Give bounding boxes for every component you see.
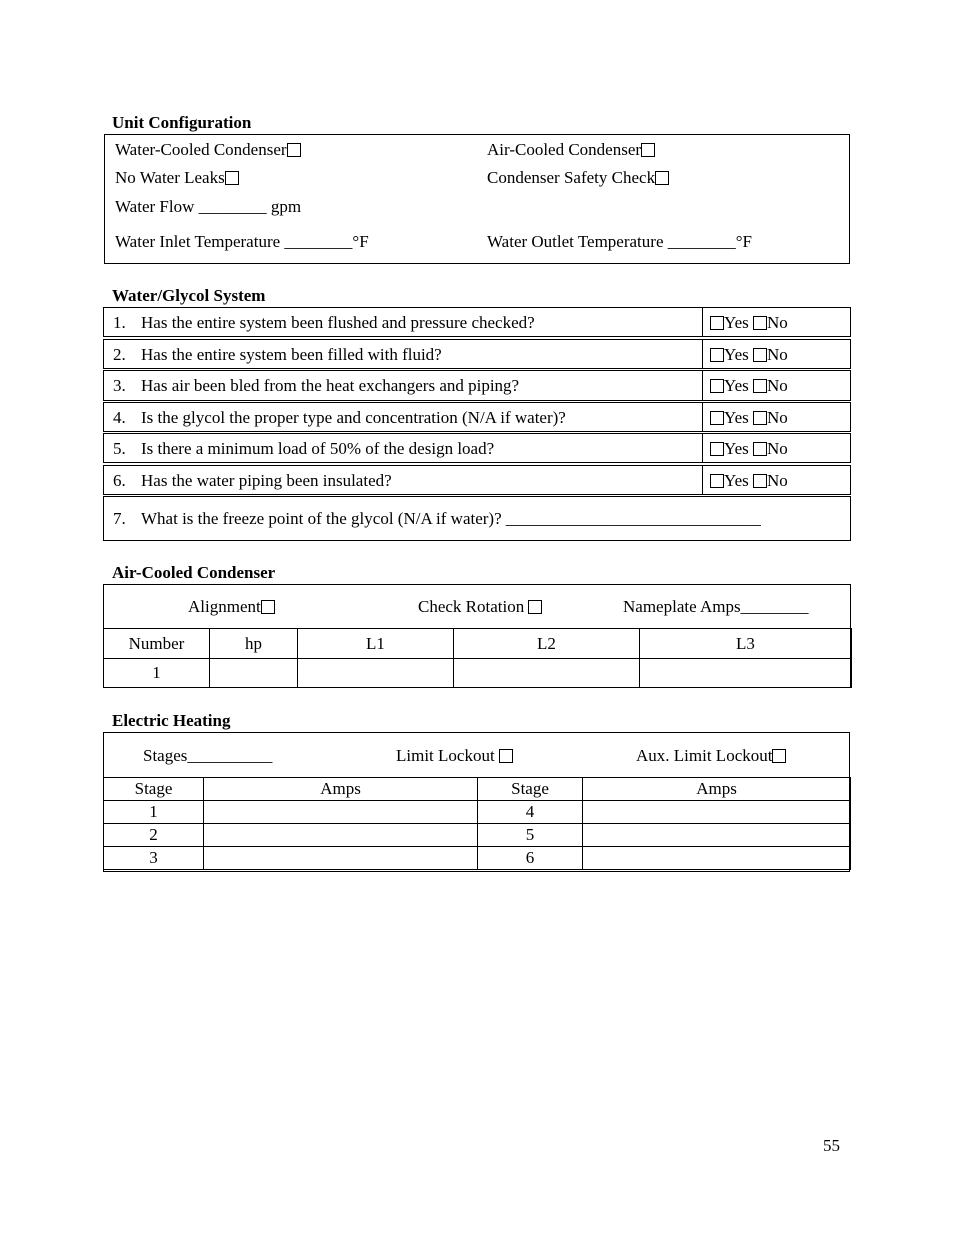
table-row [104, 801, 851, 824]
yes-checkbox[interactable] [710, 411, 724, 425]
table-row [104, 824, 851, 847]
cell-l2[interactable] [454, 659, 640, 688]
no-label: No [767, 439, 788, 458]
question-text: Is there a minimum load of 50% of the design load? [141, 439, 495, 458]
table-row [104, 659, 852, 688]
yes-label: Yes [724, 408, 749, 427]
yes-label: Yes [724, 345, 749, 364]
glycol-question-row [103, 465, 851, 495]
water-flow-field[interactable]: Water Flow ________ gpm [115, 197, 302, 216]
no-label: No [767, 345, 788, 364]
no-water-leaks-label: No Water Leaks [115, 168, 225, 187]
cell-number: 1 [104, 659, 210, 688]
aux-limit-lockout-checkbox[interactable] [772, 749, 786, 763]
alignment-checkbox[interactable] [261, 600, 275, 614]
cell-amps[interactable] [204, 801, 478, 824]
electric-heating-table [103, 777, 851, 870]
yes-checkbox[interactable] [710, 474, 724, 488]
outlet-temp-field[interactable]: Water Outlet Temperature ________°F [487, 232, 752, 251]
water-cooled-checkbox[interactable] [287, 143, 301, 157]
glycol-question-row [103, 370, 851, 401]
no-label: No [767, 313, 788, 332]
header-l3: L3 [640, 629, 852, 659]
page-number: 55 [823, 1136, 840, 1155]
unit-config-title: Unit Configuration [112, 113, 252, 132]
header-amps: Amps [583, 778, 851, 801]
cell-l1[interactable] [298, 659, 454, 688]
header-stage: Stage [478, 778, 583, 801]
cell-stage: 5 [478, 824, 583, 847]
yes-no-cell [702, 308, 788, 336]
stages-field[interactable]: Stages__________ [143, 746, 273, 765]
question-number: 7. [113, 509, 126, 528]
yes-checkbox[interactable] [710, 379, 724, 393]
no-checkbox[interactable] [753, 474, 767, 488]
cell-hp[interactable] [210, 659, 298, 688]
question-text: Has the water piping been insulated? [141, 471, 392, 490]
glycol-question-row [103, 307, 851, 337]
freeze-point-row [103, 496, 851, 541]
cell-stage: 3 [104, 847, 204, 870]
electric-heating-title: Electric Heating [112, 711, 231, 730]
limit-lockout-label: Limit Lockout [396, 746, 495, 765]
yes-no-cell [702, 434, 788, 462]
aux-limit-lockout-item [636, 746, 786, 766]
yes-checkbox[interactable] [710, 316, 724, 330]
no-checkbox[interactable] [753, 411, 767, 425]
yes-label: Yes [724, 376, 749, 395]
alignment-label: Alignment [188, 597, 261, 616]
yes-label: Yes [724, 439, 749, 458]
no-label: No [767, 408, 788, 427]
glycol-question-row [103, 339, 851, 369]
table-header-row [104, 778, 851, 801]
no-water-leaks-item [115, 168, 239, 188]
question-number: 2. [113, 345, 126, 364]
yes-no-cell [702, 466, 788, 494]
alignment-item [188, 597, 275, 617]
nameplate-amps-field[interactable]: Nameplate Amps________ [623, 597, 809, 616]
table-header-row [104, 629, 852, 659]
inlet-temp-field[interactable]: Water Inlet Temperature ________°F [115, 232, 369, 251]
cell-stage: 4 [478, 801, 583, 824]
air-cooled-checkbox[interactable] [641, 143, 655, 157]
aux-limit-lockout-label: Aux. Limit Lockout [636, 746, 773, 765]
yes-label: Yes [724, 471, 749, 490]
header-l2: L2 [454, 629, 640, 659]
no-label: No [767, 376, 788, 395]
question-number: 3. [113, 376, 126, 395]
cell-stage: 2 [104, 824, 204, 847]
header-amps: Amps [204, 778, 478, 801]
safety-check-checkbox[interactable] [655, 171, 669, 185]
cell-stage: 6 [478, 847, 583, 870]
header-hp: hp [210, 629, 298, 659]
yes-no-cell [702, 340, 788, 368]
glycol-title: Water/Glycol System [112, 286, 266, 305]
yes-checkbox[interactable] [710, 442, 724, 456]
air-cooled-title: Air-Cooled Condenser [112, 563, 276, 582]
safety-check-label: Condenser Safety Check [487, 168, 656, 187]
cell-amps[interactable] [583, 847, 851, 870]
check-rotation-label: Check Rotation [418, 597, 525, 616]
no-checkbox[interactable] [753, 348, 767, 362]
yes-label: Yes [724, 313, 749, 332]
unit-config-box [104, 134, 850, 264]
cell-l3[interactable] [640, 659, 852, 688]
limit-lockout-item [396, 746, 513, 766]
air-cooled-label: Air-Cooled Condenser [487, 140, 642, 159]
check-rotation-item [418, 597, 542, 617]
condenser-fan-table [103, 628, 852, 688]
water-cooled-label: Water-Cooled Condenser [115, 140, 287, 159]
question-text: Has the entire system been filled with fluid? [141, 345, 442, 364]
safety-check-item [487, 168, 669, 188]
question-number: 4. [113, 408, 126, 427]
air-cooled-item [487, 140, 655, 160]
cell-amps[interactable] [583, 801, 851, 824]
water-cooled-item [115, 140, 301, 160]
yes-no-cell [702, 403, 788, 431]
question-text: Has the entire system been flushed and pressure checked? [141, 313, 535, 332]
no-checkbox[interactable] [753, 316, 767, 330]
table-row [104, 847, 851, 870]
question-text: Is the glycol the proper type and concentration (N/A if water)? [141, 408, 566, 427]
question-text: Has air been bled from the heat exchangers and piping? [141, 376, 520, 395]
no-water-leaks-checkbox[interactable] [225, 171, 239, 185]
cell-amps[interactable] [583, 824, 851, 847]
no-label: No [767, 471, 788, 490]
yes-no-cell [702, 371, 788, 400]
header-number: Number [104, 629, 210, 659]
glycol-question-row [103, 433, 851, 463]
yes-checkbox[interactable] [710, 348, 724, 362]
header-l1: L1 [298, 629, 454, 659]
glycol-question-row [103, 402, 851, 432]
freeze-point-field[interactable]: What is the freeze point of the glycol (N/A if water)? ______________________________ [141, 509, 761, 528]
question-number: 5. [113, 439, 126, 458]
question-number: 6. [113, 471, 126, 490]
cell-amps[interactable] [204, 847, 478, 870]
header-stage: Stage [104, 778, 204, 801]
no-checkbox[interactable] [753, 442, 767, 456]
cell-amps[interactable] [204, 824, 478, 847]
check-rotation-checkbox[interactable] [528, 600, 542, 614]
question-number: 1. [113, 313, 126, 332]
no-checkbox[interactable] [753, 379, 767, 393]
limit-lockout-checkbox[interactable] [499, 749, 513, 763]
cell-stage: 1 [104, 801, 204, 824]
